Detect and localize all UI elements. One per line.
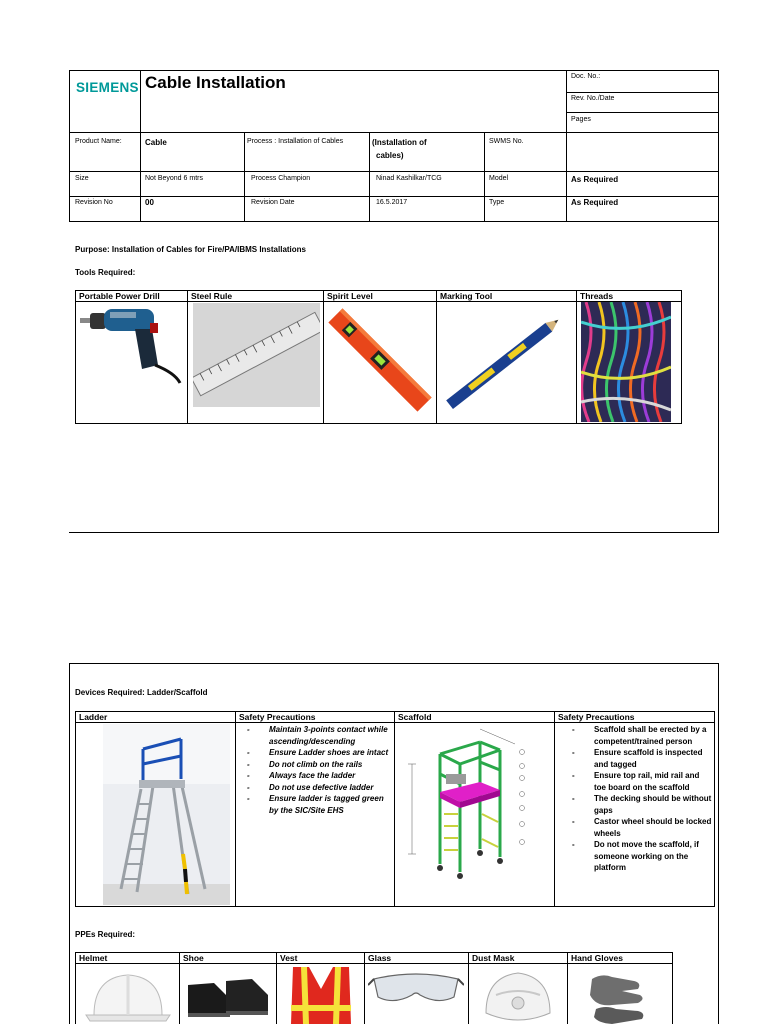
dust-mask-image xyxy=(472,965,564,1024)
drill-image xyxy=(80,303,185,388)
product-name-value: Cable xyxy=(145,138,167,147)
revision-value: 00 xyxy=(145,198,154,207)
ppe-header-dust-mask: Dust Mask xyxy=(472,953,515,963)
marking-tool-image xyxy=(440,303,572,418)
ppe-header-vest: Vest xyxy=(280,953,298,963)
ladder-precaution-item: - Maintain 3-points contact while ascending/descending xyxy=(243,724,393,747)
tool-header-drill: Portable Power Drill xyxy=(79,291,160,301)
champion-label: Process Champion xyxy=(251,175,311,182)
scaffold-precaution-item: - Scaffold shall be erected by a competent/trained person xyxy=(568,724,713,747)
scaffold-image xyxy=(400,724,550,884)
steel-rule-image xyxy=(193,303,320,407)
tool-header-threads: Threads xyxy=(580,291,614,301)
vest-image xyxy=(281,965,361,1024)
ladder-precaution-item: - Do not climb on the rails xyxy=(243,759,393,771)
model-value: As Required xyxy=(571,175,619,184)
ppe-header-hand-gloves: Hand Gloves xyxy=(571,953,623,963)
scaffold-precaution-item: - Ensure top rail, mid rail and toe board on the scaffold xyxy=(568,770,713,793)
shoe-image xyxy=(184,965,272,1024)
type-value: As Required xyxy=(571,198,619,207)
ladder-image xyxy=(103,724,230,905)
ladder-precaution-item: - Ensure ladder is tagged green by the SIC/Site EHS xyxy=(243,793,393,816)
champion-value: Ninad Kashilkar/TCG xyxy=(376,175,442,182)
spirit-level-image xyxy=(327,303,433,418)
revision-date-label: Revision Date xyxy=(251,199,295,206)
tool-header-marking-tool: Marking Tool xyxy=(440,291,493,301)
revision-label: Revision No xyxy=(75,199,113,206)
ppe-header-glass: Glass xyxy=(368,953,392,963)
type-label: Type xyxy=(489,199,505,206)
tool-header-spirit-level: Spirit Level xyxy=(327,291,373,301)
model-label: Model xyxy=(489,175,509,182)
ladder-precaution-item: - Always face the ladder xyxy=(243,770,393,782)
glass-image xyxy=(368,965,464,1024)
scaffold-header: Scaffold xyxy=(398,712,432,722)
ppe-header-helmet: Helmet xyxy=(79,953,108,963)
rev-no-label: Rev. No./Date xyxy=(571,95,615,102)
threads-image xyxy=(581,302,671,422)
product-name-label: Product Name: xyxy=(75,138,122,145)
process-value-line1: (Installation of xyxy=(372,138,427,147)
process-value-line2: cables) xyxy=(376,151,404,160)
revision-date-value: 16.5.2017 xyxy=(376,199,408,206)
size-value: Not Beyond 6 mtrs xyxy=(145,175,203,182)
doc-no-label: Doc. No.: xyxy=(571,73,601,80)
process-label: Process : Installation of Cables xyxy=(247,138,344,145)
page-title: Cable Installation xyxy=(145,73,286,92)
ppe-heading: PPEs Required: xyxy=(75,930,136,939)
scaffold-precaution-item: - Do not move the scaffold, if someone working on the platform xyxy=(568,839,713,874)
ladder-precaution-item: - Ensure Ladder shoes are intact xyxy=(243,747,393,759)
hand-gloves-image xyxy=(572,965,668,1024)
tools-heading: Tools Required: xyxy=(75,268,136,277)
ppe-header-shoe: Shoe xyxy=(183,953,204,963)
scaffold-precaution-item: - Ensure scaffold is inspected and tagged xyxy=(568,747,713,770)
purpose-text: Purpose: Installation of Cables for Fire/PA/IBMS Installations xyxy=(75,245,306,254)
ladder-precautions-list xyxy=(243,724,393,816)
scaffold-precautions-header: Safety Precautions xyxy=(558,712,635,722)
scaffold-precautions-list xyxy=(568,724,713,874)
devices-heading: Devices Required: Ladder/Scaffold xyxy=(75,688,208,697)
scaffold-precaution-item: - The decking should be without gaps xyxy=(568,793,713,816)
siemens-logo: SIEMENS xyxy=(76,80,139,95)
tool-header-steel-rule: Steel Rule xyxy=(191,291,233,301)
ladder-precautions-header: Safety Precautions xyxy=(239,712,316,722)
ladder-header: Ladder xyxy=(79,712,108,722)
scaffold-precaution-item: - Castor wheel should be locked wheels xyxy=(568,816,713,839)
size-label: Size xyxy=(75,175,89,182)
pages-label: Pages xyxy=(571,116,591,123)
swms-label: SWMS No. xyxy=(489,138,524,145)
ladder-precaution-item: - Do not use defective ladder xyxy=(243,782,393,794)
helmet-image xyxy=(80,965,176,1024)
